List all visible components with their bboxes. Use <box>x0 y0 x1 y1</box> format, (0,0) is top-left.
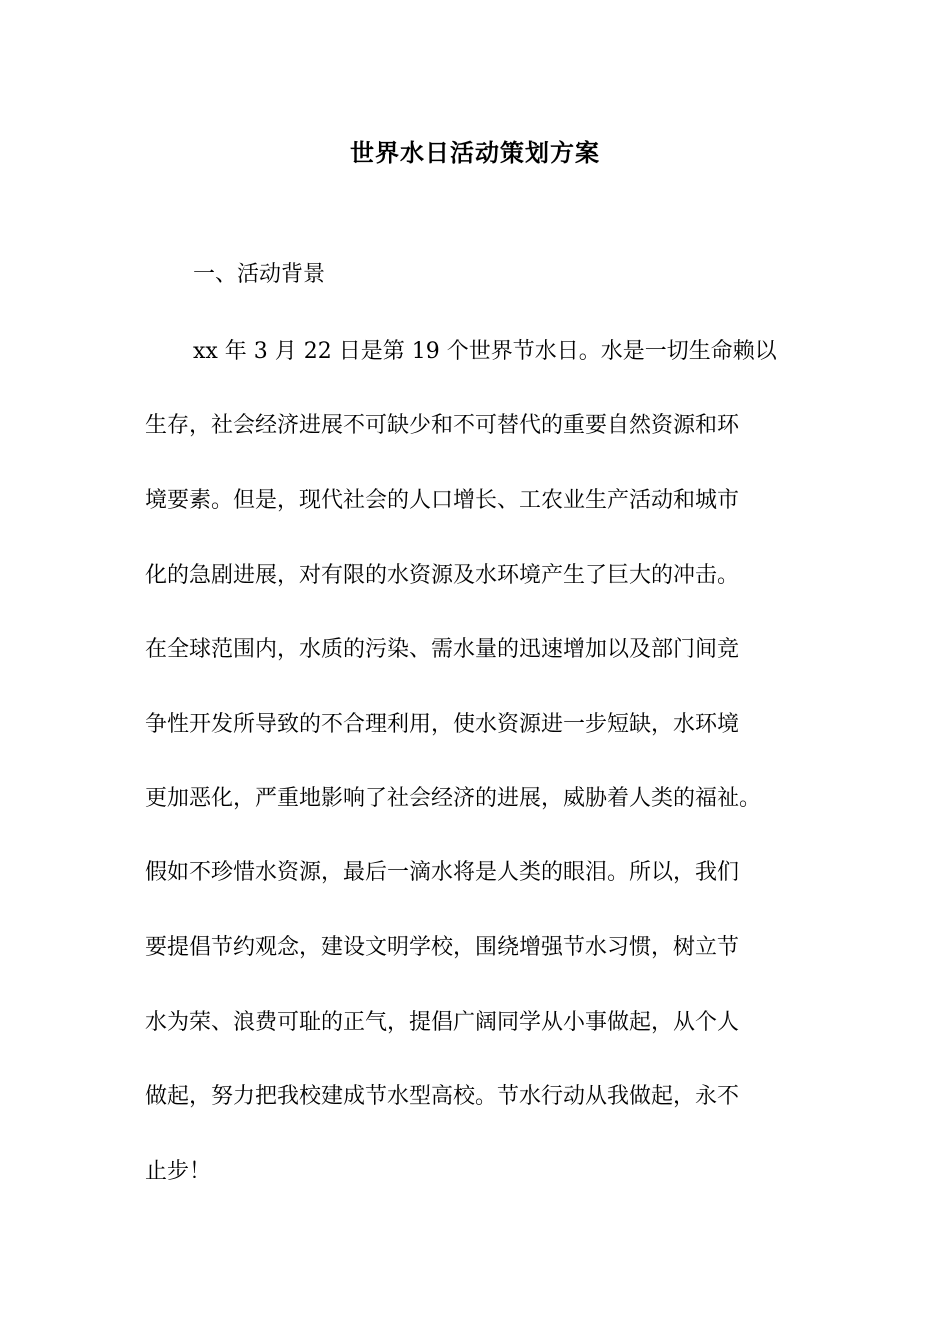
document-title: 世界水日活动策划方案 <box>350 138 600 167</box>
paragraph-line: 生存，社会经济进展不可缺少和不可替代的重要自然资源和环 <box>145 413 740 438</box>
paragraph-line: 境要素。但是，现代社会的人口增长、工农业生产活动和城市 <box>145 488 740 513</box>
paragraph-line: 水为荣、浪费可耻的正气，提倡广阔同学从小事做起，从个人 <box>145 1010 740 1035</box>
paragraph-line: 做起，努力把我校建成节水型高校。节水行动从我做起，永不 <box>145 1084 740 1109</box>
paragraph-line: 更加恶化，严重地影响了社会经济的进展，威胁着人类的福祉。 <box>145 786 762 811</box>
section-heading: 一、活动背景 <box>193 262 326 287</box>
paragraph-line: 在全球范围内，水质的污染、需水量的迅速增加以及部门间竞 <box>145 637 740 662</box>
paragraph-line: xx 年 3 月 22 日是第 19 个世界节水日。水是一切生命赖以 <box>193 339 777 364</box>
paragraph-line: 化的急剧进展，对有限的水资源及水环境产生了巨大的冲击。 <box>145 563 740 588</box>
paragraph-line: 止步！ <box>145 1159 212 1184</box>
paragraph-line: 要提倡节约观念，建设文明学校，围绕增强节水习惯，树立节 <box>145 935 740 960</box>
paragraph-line: 争性开发所导致的不合理利用，使水资源进一步短缺，水环境 <box>145 712 740 737</box>
paragraph-line: 假如不珍惜水资源，最后一滴水将是人类的眼泪。所以，我们 <box>145 860 740 885</box>
